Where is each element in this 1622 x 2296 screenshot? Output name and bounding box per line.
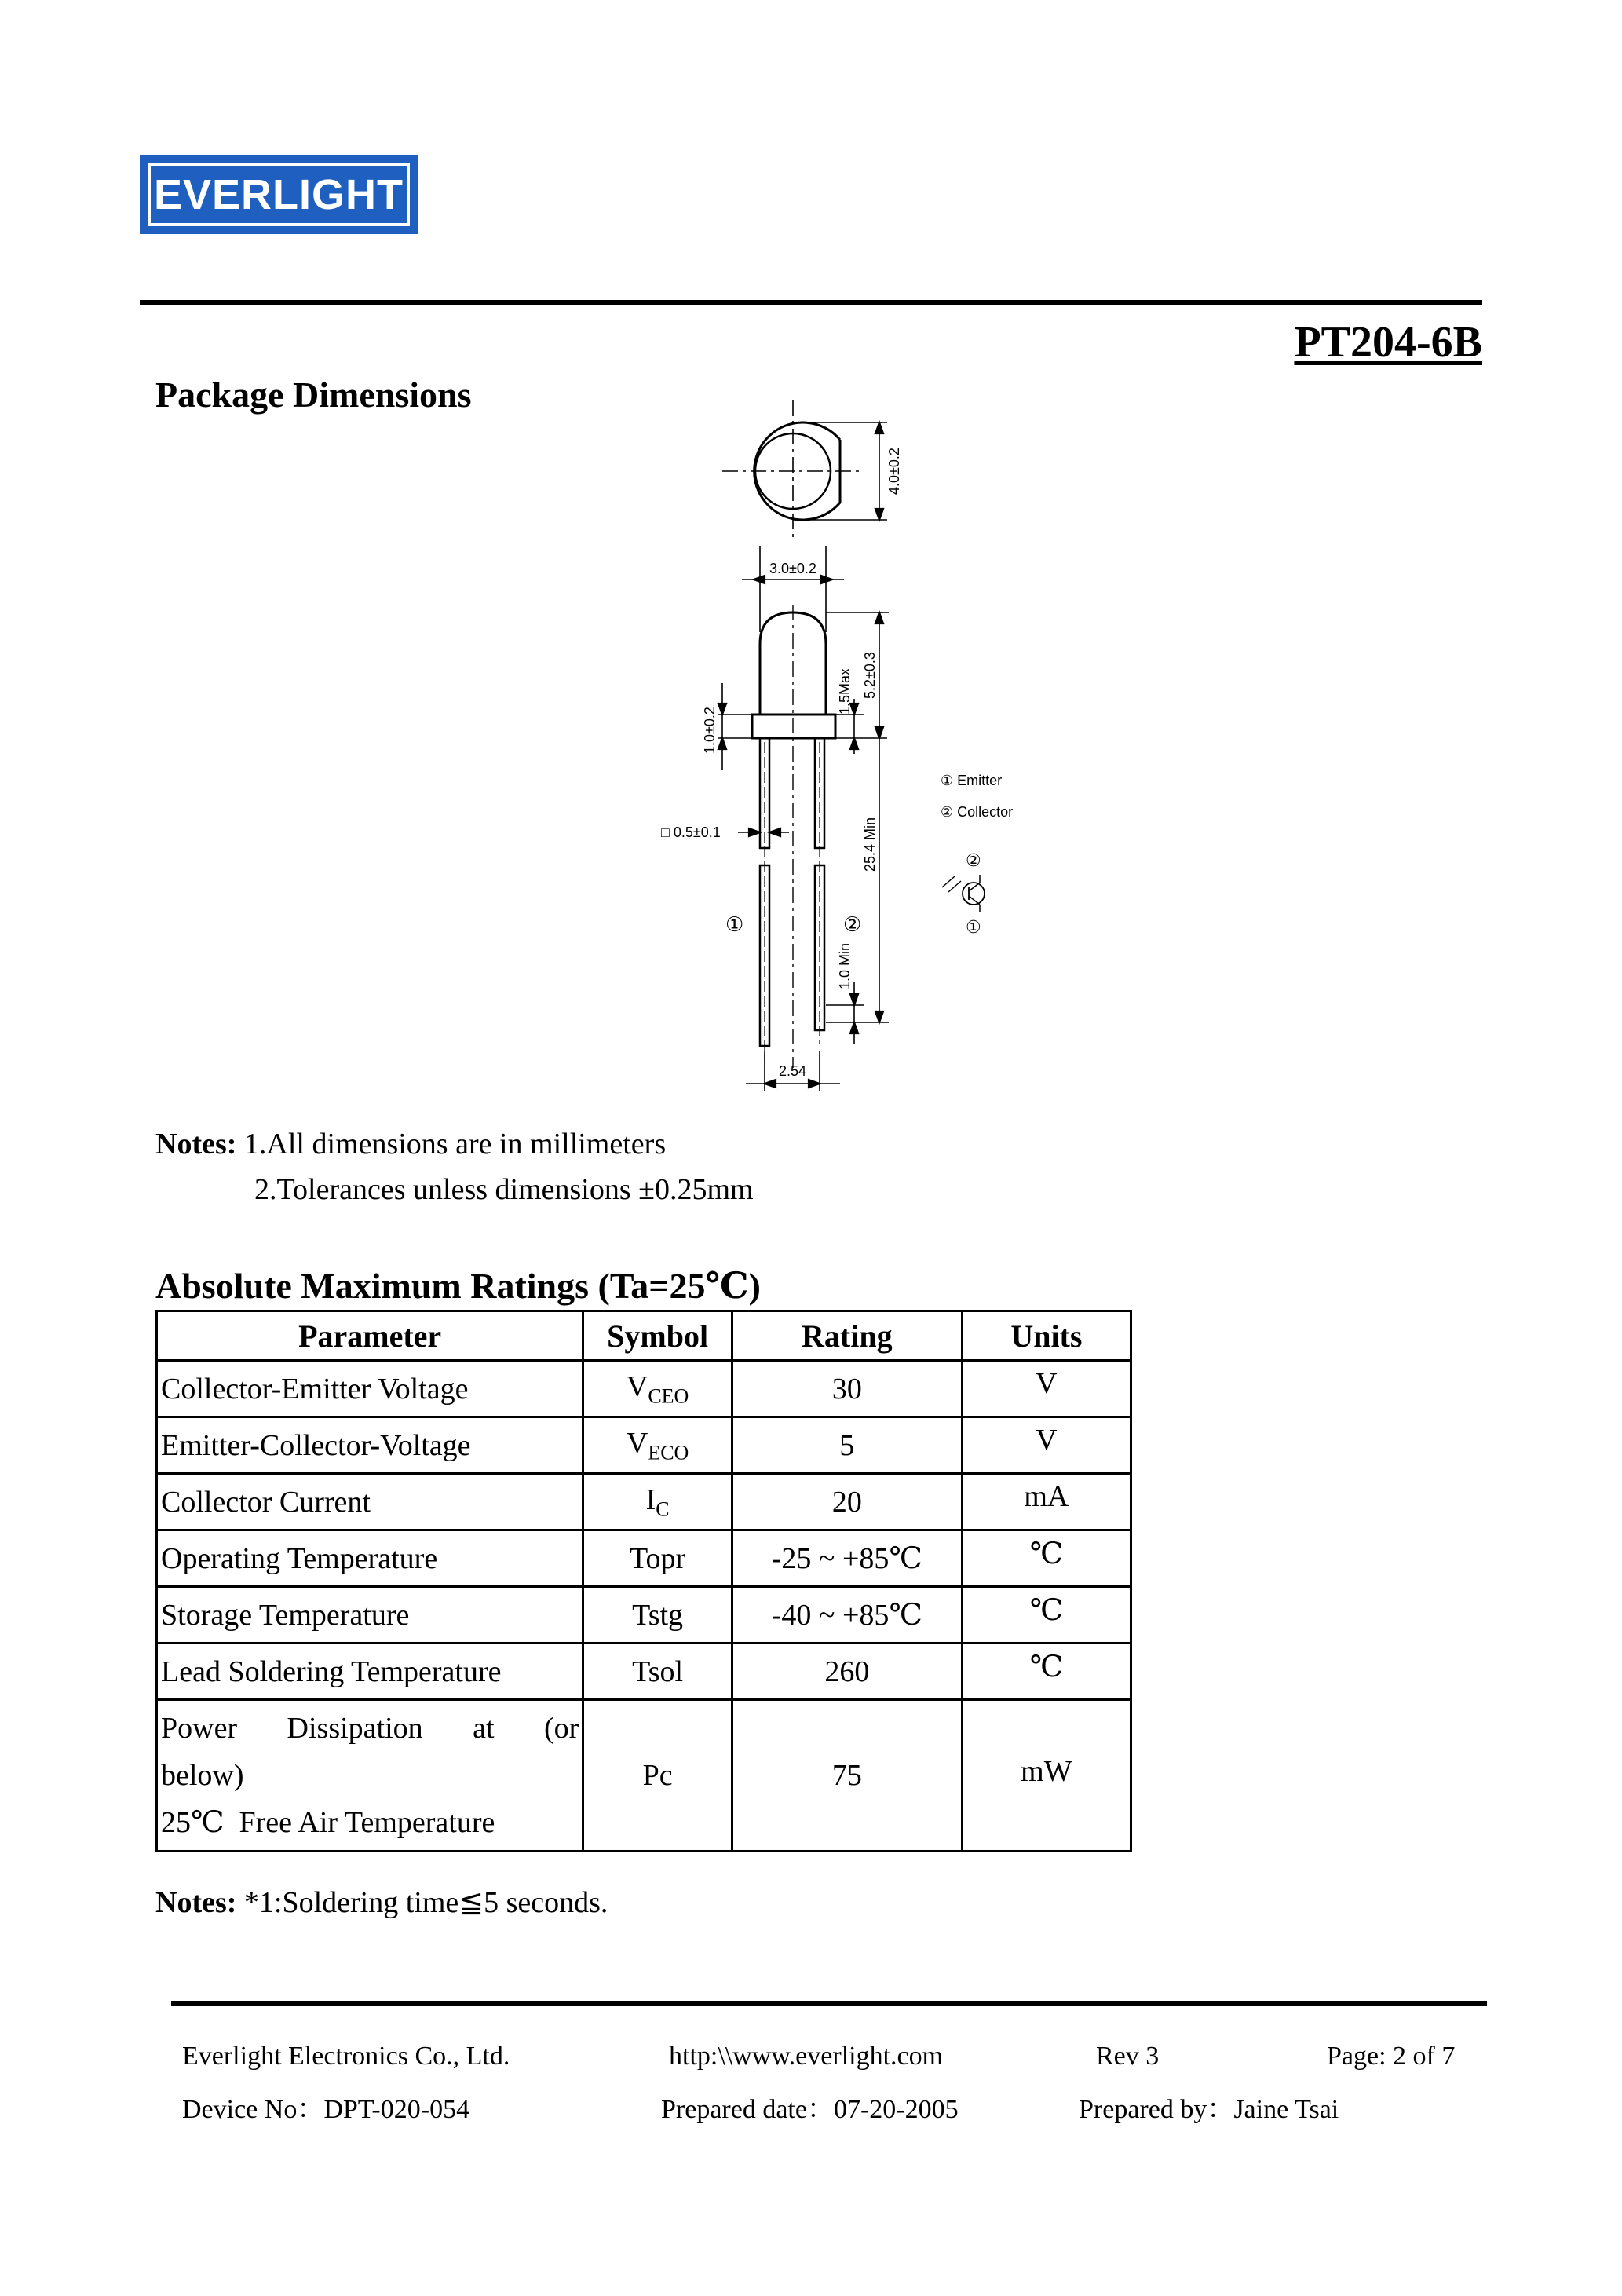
logo-text: EVERLIGHT: [153, 171, 404, 218]
rating-cell: 20: [732, 1474, 962, 1530]
col-header-units: Units: [962, 1311, 1131, 1361]
dim-lead-square: □ 0.5±0.1: [661, 824, 721, 840]
footer-rev: Rev 3: [1096, 2042, 1160, 2071]
rating-cell: -25 ~ +85℃: [732, 1530, 962, 1587]
power-line-3: 25℃ Free Air Temperature: [161, 1806, 495, 1839]
table-row: [157, 1474, 1131, 1530]
lead-2-label: ②: [843, 912, 862, 936]
unit-cell: mA: [962, 1474, 1131, 1530]
everlight-logo: [140, 155, 418, 234]
package-drawing: [644, 385, 1052, 1107]
rating-cell: 30: [732, 1361, 962, 1417]
notes-soldering: [155, 1885, 608, 1920]
symbol-pin-1: ①: [966, 917, 981, 937]
footer-page: Page: 2 of 7: [1327, 2042, 1456, 2071]
dim-pitch: 2.54: [779, 1063, 807, 1079]
dim-height: 5.2±0.3: [862, 652, 878, 699]
table-row-power: [157, 1700, 1131, 1852]
dim-width: 3.0±0.2: [769, 561, 816, 576]
unit-cell: V: [962, 1361, 1131, 1417]
unit-cell: ℃: [962, 1643, 1131, 1700]
param-cell: Lead Soldering Temperature: [157, 1643, 583, 1700]
param-cell: Collector Current: [157, 1474, 583, 1530]
dim-diameter: 4.0±0.2: [886, 448, 902, 495]
power-line-2: below): [161, 1759, 244, 1792]
col-header-symbol: Symbol: [583, 1311, 732, 1361]
notes-label: Notes:: [155, 1128, 237, 1161]
footer-prepared-date: Prepared date：07-20-2005: [661, 2095, 959, 2124]
symbol-cell: Pc: [583, 1700, 732, 1852]
col-header-parameter: Parameter: [157, 1311, 583, 1361]
param-cell: Storage Temperature: [157, 1587, 583, 1643]
symbol-cell: Tsol: [583, 1643, 732, 1700]
unit-cell: mW: [962, 1700, 1131, 1852]
table-header-row: [157, 1311, 1131, 1361]
footer-company: Everlight Electronics Co., Ltd.: [182, 2042, 510, 2071]
dim-flange-max: 1.5Max: [837, 667, 853, 715]
param-cell: Operating Temperature: [157, 1530, 583, 1587]
param-cell: Collector-Emitter Voltage: [157, 1361, 583, 1417]
dim-flange: 1.0±0.2: [702, 707, 718, 754]
part-number: PT204-6B: [1294, 318, 1482, 367]
table-row: [157, 1361, 1131, 1417]
symbol-cell: Topr: [583, 1530, 732, 1587]
rating-cell: -40 ~ +85℃: [732, 1587, 962, 1643]
notes-dimensions: [155, 1121, 754, 1212]
symbol-cell: $V_{ECO}$: [583, 1417, 732, 1474]
param-cell-power: [157, 1700, 583, 1852]
table-row: [157, 1587, 1131, 1643]
lead-1-label: ①: [725, 912, 744, 936]
unit-cell: ℃: [962, 1587, 1131, 1643]
symbol-pin-2: ②: [966, 850, 981, 870]
rating-cell: 260: [732, 1643, 962, 1700]
footer-url[interactable]: http:\\www.everlight.com: [669, 2042, 944, 2071]
package-title: Package Dimensions: [155, 375, 472, 415]
legend-collector: ② Collector: [941, 804, 1014, 820]
unit-cell: ℃: [962, 1530, 1131, 1587]
dim-lead-stub: 1.0 Min: [837, 942, 853, 989]
note-item-2: 2.Tolerances unless dimensions ±0.25mm: [254, 1173, 754, 1206]
symbol-cell: Tstg: [583, 1587, 732, 1643]
rating-cell: 5: [732, 1417, 962, 1474]
table-row: [157, 1643, 1131, 1700]
note-item-1: 1.All dimensions are in millimeters: [243, 1128, 667, 1161]
table-row: [157, 1530, 1131, 1587]
header-rule: [140, 300, 1482, 305]
notes-label: Notes:: [155, 1886, 237, 1919]
power-line-1: Power Dissipation at (or: [161, 1712, 579, 1745]
note-soldering-text: *1:Soldering time≦5 seconds.: [243, 1886, 608, 1919]
legend-emitter: ① Emitter: [941, 773, 1003, 788]
ratings-title: Absolute Maximum Ratings (Ta=25℃): [155, 1266, 761, 1306]
col-header-rating: Rating: [732, 1311, 962, 1361]
ratings-table: [155, 1310, 1132, 1852]
phototransistor-symbol: [942, 875, 985, 912]
unit-cell: V: [962, 1417, 1131, 1474]
footer-device: Device No：DPT-020-054: [182, 2095, 470, 2124]
table-row: [157, 1417, 1131, 1474]
footer-prepared-by: Prepared by：Jaine Tsai: [1079, 2095, 1339, 2124]
param-cell: Emitter-Collector-Voltage: [157, 1417, 583, 1474]
top-view: [722, 400, 887, 542]
symbol-cell: $V_{CEO}$: [583, 1361, 732, 1417]
rating-cell: 75: [732, 1700, 962, 1852]
dim-lead-length: 25.4 Min: [862, 817, 878, 872]
footer-rule: [171, 2001, 1487, 2006]
symbol-cell: $I_C$: [583, 1474, 732, 1530]
